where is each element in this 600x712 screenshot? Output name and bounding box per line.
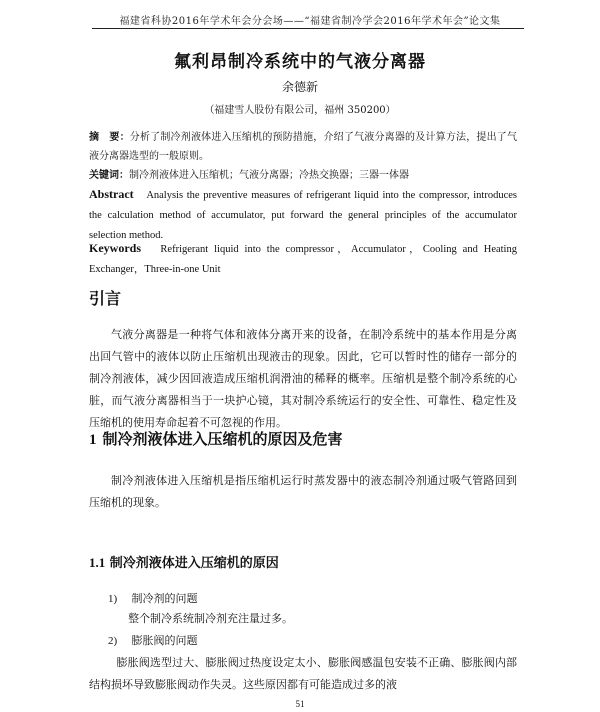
section-1-1-number: 1.1	[89, 555, 106, 570]
keywords-en	[89, 238, 517, 280]
running-header: 福建省科协2016年学术年会分会场——“福建省制冷学会2016年学术年会”论文集	[119, 16, 501, 27]
intro-paragraph: 气液分离器是一种将气体和液体分离开来的设备，在制冷系统中的基本作用是分离出回气管中的液体以防止压缩机出现液击的现象。因此，它可以暂时性的储存一部分的制冷剂液体，减少因回液造成压缩机润滑油的稀释的概率。压缩机是整个制冷系统的心脏，而气液分离器相当于一块护心镜，其对制冷系统运行的安全性、可靠性、稳定性及压缩机的使用寿命起着不可忽视的作用。	[89, 328, 517, 429]
abstract-en-text: Analysis the preventive measures of refrigerant liquid into the compressor, introduces the calculation method of accumulator, put forward the general principles of the accumulator selection method.	[89, 190, 517, 241]
author-affiliation: （福建雪人股份有限公司，福州 350200）	[204, 105, 396, 116]
list-item-number: 2)	[108, 635, 118, 647]
list-item-detail: 膨胀阀选型过大、膨胀阀过热度设定太小、膨胀阀感温包安装不正确、膨胀阀内部结构损坏导致膨胀阀动作失灵。这些原因都有可能造成过多的液	[89, 656, 517, 691]
author-name: 余德新	[281, 80, 318, 94]
abstract-en	[89, 184, 517, 246]
keywords-en-label: Keywords	[89, 241, 141, 255]
abstract-cn	[89, 128, 517, 166]
article-title: 氟利昂制冷系统中的气液分离器	[174, 52, 426, 72]
section-1-1-title: 制冷剂液体进入压缩机的原因	[109, 556, 279, 571]
keywords-cn-text: 制冷剂液体进入压缩机；气液分离器；冷热交换器；三器一体器	[129, 170, 409, 181]
section-1-title: 制冷剂液体进入压缩机的原因及危害	[102, 430, 343, 448]
header-rule	[92, 28, 524, 29]
list-item	[108, 632, 198, 650]
abstract-cn-label: 摘 要：	[89, 132, 130, 143]
list-item-title: 膨胀阀的问题	[131, 634, 198, 647]
abstract-cn-text: 分析了制冷剂液体进入压缩机的预防措施，介绍了气液分离器的及计算方法，提出了气液分离器选型的一般原则。	[89, 132, 518, 162]
list-item	[108, 590, 198, 608]
section-1-1-heading	[89, 552, 279, 571]
abstract-en-label: Abstract	[89, 187, 134, 201]
keywords-cn-label: 关键词：	[89, 170, 129, 181]
page-number: 51	[295, 699, 305, 709]
section-1-paragraph: 制冷剂液体进入压缩机是指压缩机运行时蒸发器中的液态制冷剂通过吸气管路回到压缩机的现象。	[89, 474, 517, 509]
intro-heading: 引言	[89, 289, 122, 308]
section-1-number: 1	[89, 432, 97, 448]
section-1-heading	[89, 428, 343, 449]
keywords-cn	[89, 166, 517, 185]
keywords-en-text: Refrigerant liquid into the compressor，Accumulator，Cooling and Heating Exchanger，Three-in-one Unit	[89, 244, 517, 275]
list-item-title: 制冷剂的问题	[131, 592, 198, 605]
list-item-detail: 整个制冷系统制冷剂充注量过多。	[128, 612, 293, 625]
list-item-number: 1)	[108, 593, 118, 605]
